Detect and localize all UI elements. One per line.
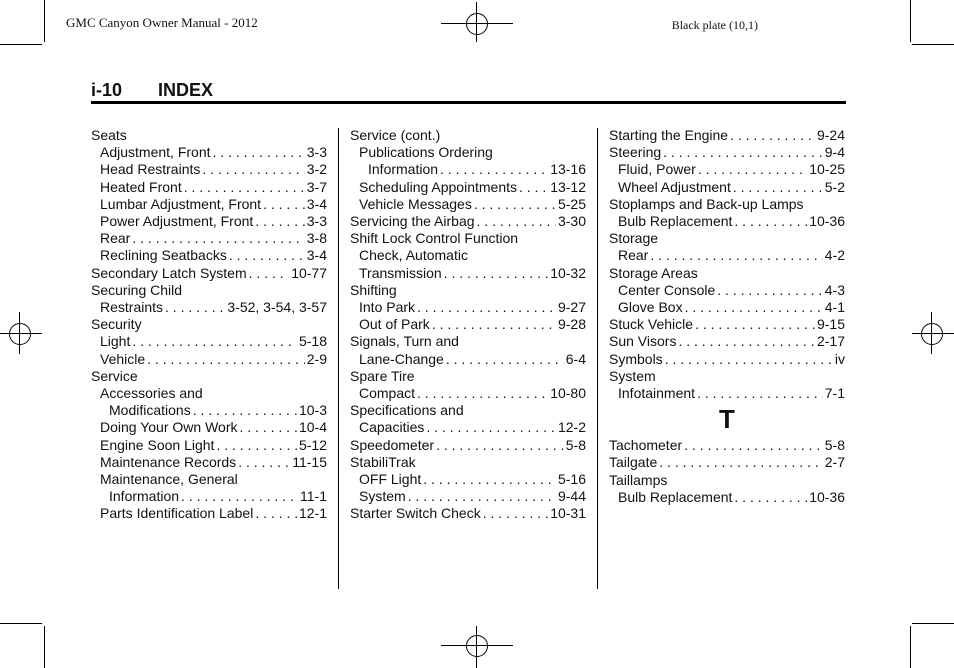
dot-leader (181, 488, 298, 505)
index-entry (350, 230, 586, 247)
index-entry (350, 196, 586, 213)
index-entry (609, 196, 845, 213)
entry-label: Maintenance Records (100, 453, 237, 470)
entry-label: Light (100, 333, 131, 350)
entry-label: Maintenance, General (100, 471, 238, 488)
entry-label: Securing Child (91, 281, 183, 298)
dot-leader (184, 179, 305, 196)
index-entry (609, 489, 845, 506)
index-entry (91, 247, 327, 264)
dot-leader (216, 437, 297, 454)
entry-label: Specifications and (350, 402, 464, 419)
dot-leader (477, 213, 556, 230)
index-entry (91, 265, 327, 282)
index-entry (350, 454, 586, 471)
entry-page: 9-15 (816, 316, 845, 333)
index-entry (609, 299, 845, 316)
index-entry (350, 299, 586, 316)
index-entry (91, 419, 327, 436)
entry-page: 10-36 (809, 488, 845, 505)
index-entry (350, 144, 586, 161)
entry-label: Modifications (109, 402, 191, 419)
entry-label: Taillamps (609, 471, 668, 488)
entry-label: Engine Soon Light (100, 436, 215, 453)
dot-leader (423, 471, 556, 488)
index-entry (350, 282, 586, 299)
dot-leader (519, 179, 548, 196)
dot-leader (165, 299, 225, 316)
entry-label: Speedometer (350, 436, 435, 453)
index-entry (91, 299, 327, 316)
entry-label: OFF Light (359, 471, 422, 488)
entry-page: 10-77 (291, 264, 327, 281)
entry-label: Shifting (350, 281, 397, 298)
index-column-2 (350, 127, 586, 523)
dot-leader (730, 127, 815, 144)
dot-leader (417, 385, 548, 402)
dot-leader (432, 316, 556, 333)
entry-label: Lane-Change (359, 350, 444, 367)
entry-label: Service (cont.) (350, 127, 441, 143)
entry-label: Tachometer (609, 437, 683, 454)
dot-leader (238, 454, 290, 471)
entry-label: Storage Areas (609, 264, 698, 281)
dot-leader (444, 265, 548, 282)
dot-leader (733, 179, 823, 196)
entry-label: Infotainment (618, 385, 696, 402)
dot-leader (734, 489, 807, 506)
entry-page: 5-8 (824, 437, 845, 454)
dot-leader (417, 299, 556, 316)
entry-label: Glove Box (618, 299, 683, 316)
index-entry (609, 333, 845, 350)
letter-divider: T (719, 404, 735, 435)
entry-label: Vehicle Messages (359, 195, 472, 212)
dot-leader (193, 402, 297, 419)
index-entry (609, 282, 845, 299)
dot-leader (408, 488, 556, 505)
entry-label: Rear (100, 230, 131, 247)
entry-label: Storage (609, 230, 659, 247)
index-entry (350, 471, 586, 488)
section-title: INDEX (158, 80, 214, 100)
entry-page: 3-3 (306, 213, 327, 230)
entry-page: 12-1 (298, 505, 327, 522)
index-entry (350, 127, 586, 144)
entry-page: 3-3 (306, 144, 327, 161)
entry-label: Bulb Replacement (618, 213, 733, 230)
entry-page: 3-7 (306, 178, 327, 195)
entry-label: Signals, Turn and (350, 333, 459, 350)
entry-page: 4-3 (824, 281, 845, 298)
dot-leader (684, 437, 823, 454)
dot-leader (426, 419, 556, 436)
dot-leader (440, 161, 548, 178)
entry-page: 5-2 (824, 178, 845, 195)
entry-page: 3-30 (557, 213, 586, 230)
index-entry (609, 385, 845, 402)
index-entry (350, 161, 586, 178)
index-entry (350, 488, 586, 505)
entry-label: Doing Your Own Work (100, 419, 238, 436)
entry-label: Stuck Vehicle (609, 316, 694, 333)
index-entry (91, 230, 327, 247)
dot-leader (483, 505, 548, 522)
index-entry (91, 333, 327, 350)
index-entry (350, 265, 586, 282)
index-entry (609, 213, 845, 230)
entry-page: 11-1 (300, 488, 327, 505)
entry-page: 3-52, 3-54, 3-57 (227, 299, 327, 316)
index-column-1 (91, 127, 327, 523)
entry-label: Symbols (609, 350, 663, 367)
entry-page: 4-2 (824, 247, 845, 264)
index-entry (350, 437, 586, 454)
entry-page: 5-16 (557, 471, 586, 488)
index-entry (350, 505, 586, 522)
entry-page: 10-3 (298, 402, 327, 419)
index-entry (609, 472, 845, 489)
entry-label: StabiliTrak (350, 453, 416, 470)
index-entry (350, 213, 586, 230)
entry-page: 2-9 (306, 350, 327, 367)
entry-label: Lumbar Adjustment, Front (100, 195, 262, 212)
entry-page: 10-25 (809, 161, 845, 178)
dot-leader (663, 144, 823, 161)
index-entry (350, 368, 586, 385)
index-entry (91, 368, 327, 385)
index-entry (350, 179, 586, 196)
entry-label: Fluid, Power (618, 161, 696, 178)
entry-label: Service (91, 367, 138, 384)
dot-leader (436, 437, 564, 454)
index-column-3 (609, 127, 845, 506)
entry-page: 5-12 (298, 436, 327, 453)
column-divider (597, 128, 598, 589)
entry-label: Capacities (359, 419, 425, 436)
index-entry (91, 144, 327, 161)
entry-label: Shift Lock Control Function (350, 230, 519, 247)
index-entry (609, 247, 845, 264)
entry-page: 10-4 (298, 419, 327, 436)
entry-label: Information (109, 488, 180, 505)
entry-page: 2-7 (824, 454, 845, 471)
entry-page: 3-4 (306, 195, 327, 212)
dot-leader (147, 351, 305, 368)
entry-label: System (359, 488, 406, 505)
manual-title: GMC Canyon Owner Manual - 2012 (66, 15, 258, 30)
entry-label: Head Restraints (100, 161, 201, 178)
entry-page: 9-44 (557, 488, 586, 505)
entry-label: Power Adjustment, Front (100, 213, 254, 230)
entry-label: Reclining Seatbacks (100, 247, 227, 264)
index-entry (609, 179, 845, 196)
index-entry (91, 213, 327, 230)
entry-page: 3-2 (306, 161, 327, 178)
entry-page: 4-1 (824, 299, 845, 316)
column-divider (338, 128, 339, 589)
index-entry (609, 127, 845, 144)
entry-page: iv (834, 350, 845, 367)
index-entry (609, 437, 845, 454)
entry-page: 10-32 (550, 264, 586, 281)
index-entry (609, 316, 845, 333)
entry-page: 9-4 (824, 144, 845, 161)
index-entry (91, 316, 327, 333)
entry-page: 5-8 (565, 436, 586, 453)
index-entry (91, 282, 327, 299)
index-entry (609, 230, 845, 247)
dot-leader (255, 505, 297, 522)
entry-label: Into Park (359, 299, 416, 316)
entry-page: 9-24 (816, 127, 845, 143)
entry-page: 11-15 (292, 453, 327, 470)
dot-leader (132, 230, 304, 247)
entry-label: System (609, 367, 656, 384)
index-entry (91, 488, 327, 505)
index-entry (350, 333, 586, 350)
dot-leader (659, 454, 823, 471)
entry-label: Seats (91, 127, 127, 143)
entry-page: 2-17 (816, 333, 845, 350)
entry-label: Starting the Engine (609, 127, 729, 143)
entry-label: Scheduling Appointments (359, 178, 517, 195)
dot-leader (695, 316, 815, 333)
entry-label: Rear (618, 247, 649, 264)
entry-label: Stoplamps and Back-up Lamps (609, 195, 804, 212)
dot-leader (665, 351, 833, 368)
entry-label: Vehicle (100, 350, 146, 367)
entry-label: Transmission (359, 264, 442, 281)
index-entry (91, 196, 327, 213)
entry-label: Security (91, 316, 142, 333)
index-entry (91, 471, 327, 488)
entry-label: Out of Park (359, 316, 430, 333)
dot-leader (446, 351, 564, 368)
dot-leader (229, 247, 305, 264)
index-entry (609, 454, 845, 471)
index-entry (350, 247, 586, 264)
entry-page: 7-1 (824, 385, 845, 402)
dot-leader (202, 161, 304, 178)
entry-label: Heated Front (100, 178, 182, 195)
entry-label: Compact (359, 385, 416, 402)
index-entry (91, 127, 327, 144)
dot-leader (698, 161, 807, 178)
entry-label: Starter Switch Check (350, 505, 481, 522)
dot-leader (734, 213, 807, 230)
entry-page: 9-27 (557, 299, 586, 316)
dot-leader (213, 144, 305, 161)
plate-label: Black plate (10,1) (671, 18, 758, 32)
dot-leader (697, 385, 823, 402)
index-entry (91, 402, 327, 419)
entry-page: 12-2 (557, 419, 586, 436)
entry-label: Steering (609, 144, 662, 161)
dot-leader (717, 282, 822, 299)
index-entry (350, 316, 586, 333)
entry-label: Accessories and (100, 385, 203, 402)
index-entry (350, 385, 586, 402)
entry-page: 3-4 (306, 247, 327, 264)
page-heading (91, 80, 213, 101)
index-entry (350, 419, 586, 436)
index-entry (91, 351, 327, 368)
entry-label: Wheel Adjustment (618, 178, 731, 195)
dot-leader (474, 196, 556, 213)
entry-label: Tailgate (609, 454, 658, 471)
entry-label: Check, Automatic (359, 247, 468, 264)
dot-leader (650, 247, 822, 264)
dot-leader (132, 333, 297, 350)
entry-page: 5-25 (557, 195, 586, 212)
index-entry (609, 368, 845, 385)
index-entry (609, 144, 845, 161)
dot-leader (255, 213, 304, 230)
entry-page: 5-18 (298, 333, 327, 350)
index-entry (91, 505, 327, 522)
entry-page: 9-28 (557, 316, 586, 333)
entry-page: 10-36 (809, 213, 845, 230)
entry-page: 13-16 (550, 161, 586, 178)
entry-page: 10-80 (550, 385, 586, 402)
index-entry (350, 402, 586, 419)
entry-label: Sun Visors (609, 333, 677, 350)
index-entry (609, 265, 845, 282)
entry-page: 13-12 (550, 178, 586, 195)
heading-rule (91, 101, 846, 104)
entry-page: 10-31 (550, 505, 586, 522)
entry-page: 3-8 (306, 230, 327, 247)
index-entry (91, 454, 327, 471)
entry-label: Servicing the Airbag (350, 213, 475, 230)
dot-leader (263, 196, 305, 213)
entry-label: Center Console (618, 281, 716, 298)
index-entry (609, 161, 845, 178)
entry-page: 6-4 (565, 350, 586, 367)
dot-leader (685, 299, 823, 316)
dot-leader (239, 419, 296, 436)
dot-leader (249, 265, 290, 282)
index-entry (350, 351, 586, 368)
entry-label: Parts Identification Label (100, 505, 254, 522)
entry-label: Bulb Replacement (618, 488, 733, 505)
index-entry (91, 161, 327, 178)
entry-label: Adjustment, Front (100, 144, 211, 161)
index-entry (91, 385, 327, 402)
page-number: i-10 (91, 80, 123, 100)
dot-leader (678, 333, 815, 350)
entry-label: Publications Ordering (359, 144, 493, 161)
entry-label: Restraints (100, 299, 164, 316)
entry-label: Secondary Latch System (91, 264, 247, 281)
index-entry (91, 437, 327, 454)
entry-label: Information (368, 161, 439, 178)
entry-label: Spare Tire (350, 367, 415, 384)
index-entry (609, 351, 845, 368)
index-entry (91, 179, 327, 196)
